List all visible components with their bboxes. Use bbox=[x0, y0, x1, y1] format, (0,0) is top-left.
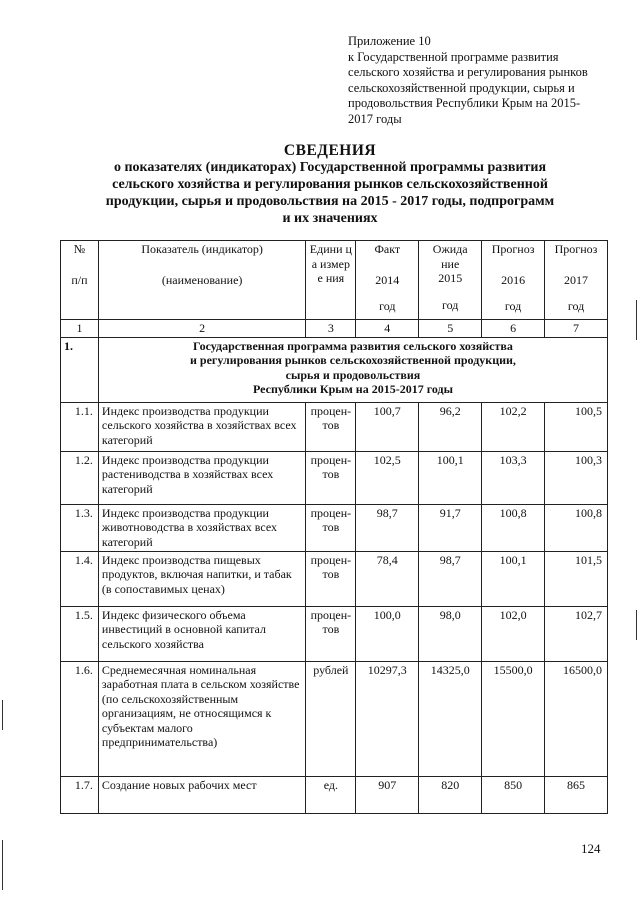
row-unit: процен-тов bbox=[306, 504, 356, 551]
appendix-line: 2017 годы bbox=[348, 111, 402, 126]
scan-mark bbox=[2, 840, 3, 890]
title-line: о показателях (индикаторах) Государственной программы развития bbox=[113, 160, 547, 175]
section-num: 1. bbox=[61, 337, 99, 402]
section-line: Республики Крым на 2015-2017 годы bbox=[252, 382, 453, 396]
header-fact-label: Факт bbox=[374, 242, 401, 256]
header-fact bbox=[356, 241, 419, 320]
header-year-2014: 2014 bbox=[375, 272, 400, 287]
section-row bbox=[61, 337, 608, 402]
colnum: 5 bbox=[419, 320, 482, 338]
scan-mark bbox=[2, 700, 3, 730]
header-forecast-label: Прогноз bbox=[491, 242, 535, 256]
header-year-2016: 2016 bbox=[501, 272, 526, 287]
header-unit: Едини ца измере ния bbox=[306, 241, 356, 320]
row-value-2017: 102,7 bbox=[545, 606, 608, 661]
table-row bbox=[61, 504, 608, 551]
row-value-2014: 907 bbox=[356, 776, 419, 813]
header-row bbox=[61, 241, 608, 320]
appendix-line: продовольствия Республики Крым на 2015- bbox=[348, 96, 581, 110]
row-unit: процен-тов bbox=[306, 402, 356, 451]
header-num-a: № bbox=[73, 242, 86, 256]
row-value-2017: 865 bbox=[545, 776, 608, 813]
row-num: 1.2. bbox=[61, 451, 99, 504]
title-main: СВЕДЕНИЯ bbox=[283, 142, 377, 159]
header-name bbox=[98, 241, 305, 320]
row-name: Индекс производства продукции животноводства в хозяйствах всех категорий bbox=[98, 504, 305, 551]
table-row bbox=[61, 606, 608, 661]
table-row bbox=[61, 402, 608, 451]
row-value-2016: 100,8 bbox=[482, 504, 545, 551]
section-line: Государственная программа развития сельского хозяйства bbox=[193, 338, 513, 353]
row-value-2017: 101,5 bbox=[545, 551, 608, 606]
row-value-2017: 100,5 bbox=[545, 402, 608, 451]
scan-mark bbox=[636, 610, 637, 640]
table-row bbox=[61, 451, 608, 504]
header-name-b: (наименование) bbox=[161, 272, 243, 287]
row-unit: процен-тов bbox=[306, 451, 356, 504]
row-value-2015: 98,0 bbox=[419, 606, 482, 661]
column-number-row bbox=[61, 320, 608, 338]
row-value-2015: 96,2 bbox=[419, 402, 482, 451]
header-god: год bbox=[379, 299, 396, 313]
header-name-a: Показатель (индикатор) bbox=[141, 242, 263, 256]
header-year-2015: 2015 bbox=[438, 271, 463, 285]
row-value-2014: 78,4 bbox=[356, 551, 419, 606]
row-value-2015: 91,7 bbox=[419, 504, 482, 551]
row-num: 1.1. bbox=[61, 402, 99, 451]
row-name: Создание новых рабочих мест bbox=[98, 776, 305, 813]
header-god: год bbox=[442, 297, 459, 312]
row-num: 1.6. bbox=[61, 661, 99, 776]
row-value-2017: 100,8 bbox=[545, 504, 608, 551]
colnum: 3 bbox=[306, 320, 356, 338]
table-row bbox=[61, 661, 608, 776]
row-value-2014: 98,7 bbox=[356, 504, 419, 551]
row-value-2014: 102,5 bbox=[356, 451, 419, 504]
row-num: 1.3. bbox=[61, 504, 99, 551]
row-value-2016: 100,1 bbox=[482, 551, 545, 606]
appendix-line: к Государственной программе развития bbox=[348, 49, 559, 64]
row-value-2015: 98,7 bbox=[419, 551, 482, 606]
row-unit: ед. bbox=[306, 776, 356, 813]
header-num bbox=[61, 241, 99, 320]
row-value-2014: 10297,3 bbox=[356, 661, 419, 776]
row-value-2016: 102,2 bbox=[482, 402, 545, 451]
indicators-table bbox=[60, 240, 608, 814]
colnum: 1 bbox=[61, 320, 99, 338]
row-name: Индекс производства продукции сельского хозяйства в хозяйствах всех категорий bbox=[98, 402, 305, 451]
page-number: 124 bbox=[581, 841, 601, 856]
header-num-b: п/п bbox=[71, 272, 88, 287]
row-name: Среднемесячная номинальная заработная плата в сельском хозяйстве (по сельскохозяйственным организациям, не относящимся к субъектам малого предпринимательства) bbox=[98, 661, 305, 776]
header-forecast-label: Прогноз bbox=[554, 242, 598, 256]
table-row bbox=[61, 551, 608, 606]
row-value-2016: 103,3 bbox=[482, 451, 545, 504]
colnum: 4 bbox=[356, 320, 419, 338]
row-value-2016: 850 bbox=[482, 776, 545, 813]
section-line: и регулирования рынков сельскохозяйственной продукции, bbox=[189, 353, 516, 367]
header-expected-label: Ожида ние bbox=[432, 242, 468, 271]
row-name: Индекс производства пищевых продуктов, включая напитки, и табак (в сопоставимых ценах) bbox=[98, 551, 305, 606]
header-forecast-2017 bbox=[545, 241, 608, 320]
table-row bbox=[61, 776, 608, 813]
appendix-line: Приложение 10 bbox=[348, 34, 431, 48]
header-forecast-2016 bbox=[482, 241, 545, 320]
row-value-2017: 16500,0 bbox=[545, 661, 608, 776]
row-unit: процен-тов bbox=[306, 551, 356, 606]
row-value-2015: 820 bbox=[419, 776, 482, 813]
colnum: 7 bbox=[545, 320, 608, 338]
row-num: 1.4. bbox=[61, 551, 99, 606]
row-unit: процен-тов bbox=[306, 606, 356, 661]
row-value-2015: 100,1 bbox=[419, 451, 482, 504]
section-line: сырья и продовольствия bbox=[285, 367, 421, 382]
row-unit: рублей bbox=[306, 661, 356, 776]
row-value-2016: 102,0 bbox=[482, 606, 545, 661]
colnum: 6 bbox=[482, 320, 545, 338]
row-name: Индекс физического объема инвестиций в основной капитал сельского хозяйства bbox=[98, 606, 305, 661]
row-value-2017: 100,3 bbox=[545, 451, 608, 504]
header-year-2017: 2017 bbox=[564, 272, 589, 287]
row-num: 1.5. bbox=[61, 606, 99, 661]
appendix-block bbox=[348, 34, 618, 127]
title-line: и их значениях bbox=[282, 211, 378, 226]
row-value-2016: 15500,0 bbox=[482, 661, 545, 776]
section-title bbox=[98, 337, 607, 402]
appendix-line: сельского хозяйства и регулирования рынков bbox=[348, 65, 588, 79]
title-line: сельского хозяйства и регулирования рынков сельскохозяйственной bbox=[112, 177, 548, 192]
row-value-2014: 100,0 bbox=[356, 606, 419, 661]
row-value-2015: 14325,0 bbox=[419, 661, 482, 776]
header-expected bbox=[419, 241, 482, 320]
colnum: 2 bbox=[98, 320, 305, 338]
title-line: продукции, сырья и продовольствия на 2015 - 2017 годы, подпрограмм bbox=[105, 194, 555, 209]
row-name: Индекс производства продукции растениводства в хозяйствах всех категорий bbox=[98, 451, 305, 504]
appendix-line: сельскохозяйственной продукции, сырья и bbox=[348, 80, 575, 95]
row-value-2014: 100,7 bbox=[356, 402, 419, 451]
row-num: 1.7. bbox=[61, 776, 99, 813]
document-title bbox=[60, 142, 600, 227]
scan-mark bbox=[636, 300, 637, 340]
header-god: год bbox=[504, 299, 522, 313]
header-god: год bbox=[567, 299, 585, 313]
